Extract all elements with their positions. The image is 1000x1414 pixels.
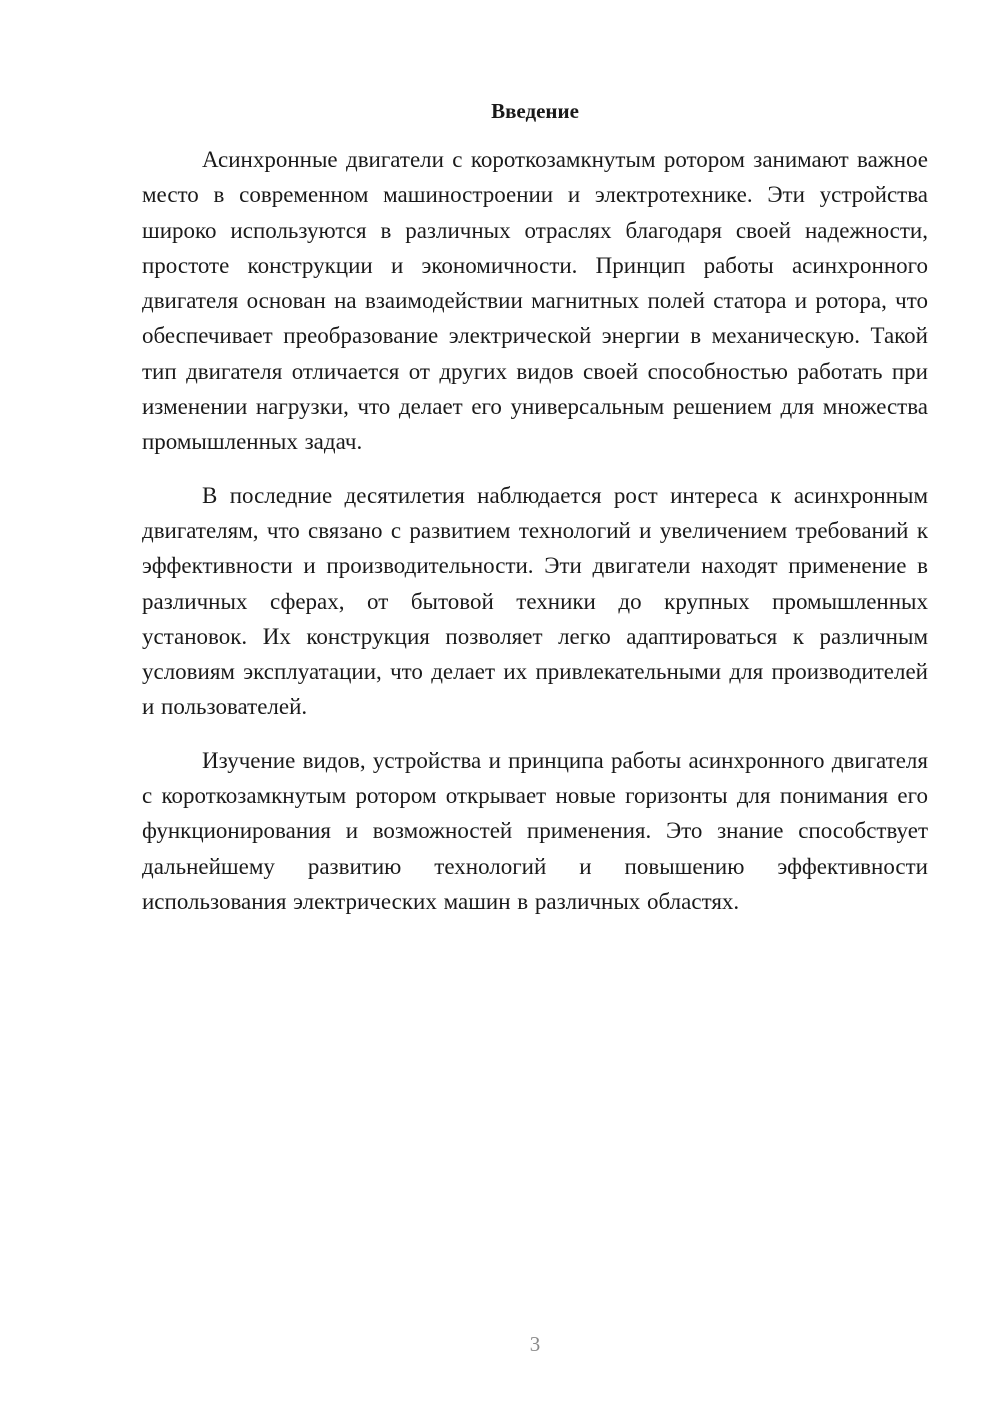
paragraph: Асинхронные двигатели с короткозамкнутым ротором занимают важное место в современном машиностроении и электротехнике. Эти устройства широко используются в различных отраслях благодаря своей надежности, простоте конструкции и экономичности. Принцип работы асинхронного двигателя основан на взаимодействии магнитных полей статора и ротора, что обеспечивает преобразование электрической энергии в механическую. Такой тип двигателя отличается от других видов своей способностью работать при изменении нагрузки, что делает его универсальным решением для множества промышленных задач. [142, 147, 928, 455]
paragraph: В последние десятилетия наблюдается рост интереса к асинхронным двигателям, что связано с развитием технологий и увеличением требований к эффективности и производительности. Эти двигатели находят применение в различных сферах, от бытовой техники до крупных промышленных установок. Их конструкция позволяет легко адаптироваться к различным условиям эксплуатации, что делает их привлекательными для производителей и пользователей. [142, 482, 928, 720]
section-body [142, 142, 928, 937]
paragraph: Изучение видов, устройства и принципа работы асинхронного двигателя с короткозамкнутым ротором открывает новые горизонты для понимания его функционирования и возможностей применения. Это знание способствует дальнейшему развитию технологий и повышению эффективности использования электрических машин в различных областях. [142, 747, 928, 914]
page-number: 3 [529, 1332, 541, 1356]
section-title: Введение [491, 99, 579, 123]
